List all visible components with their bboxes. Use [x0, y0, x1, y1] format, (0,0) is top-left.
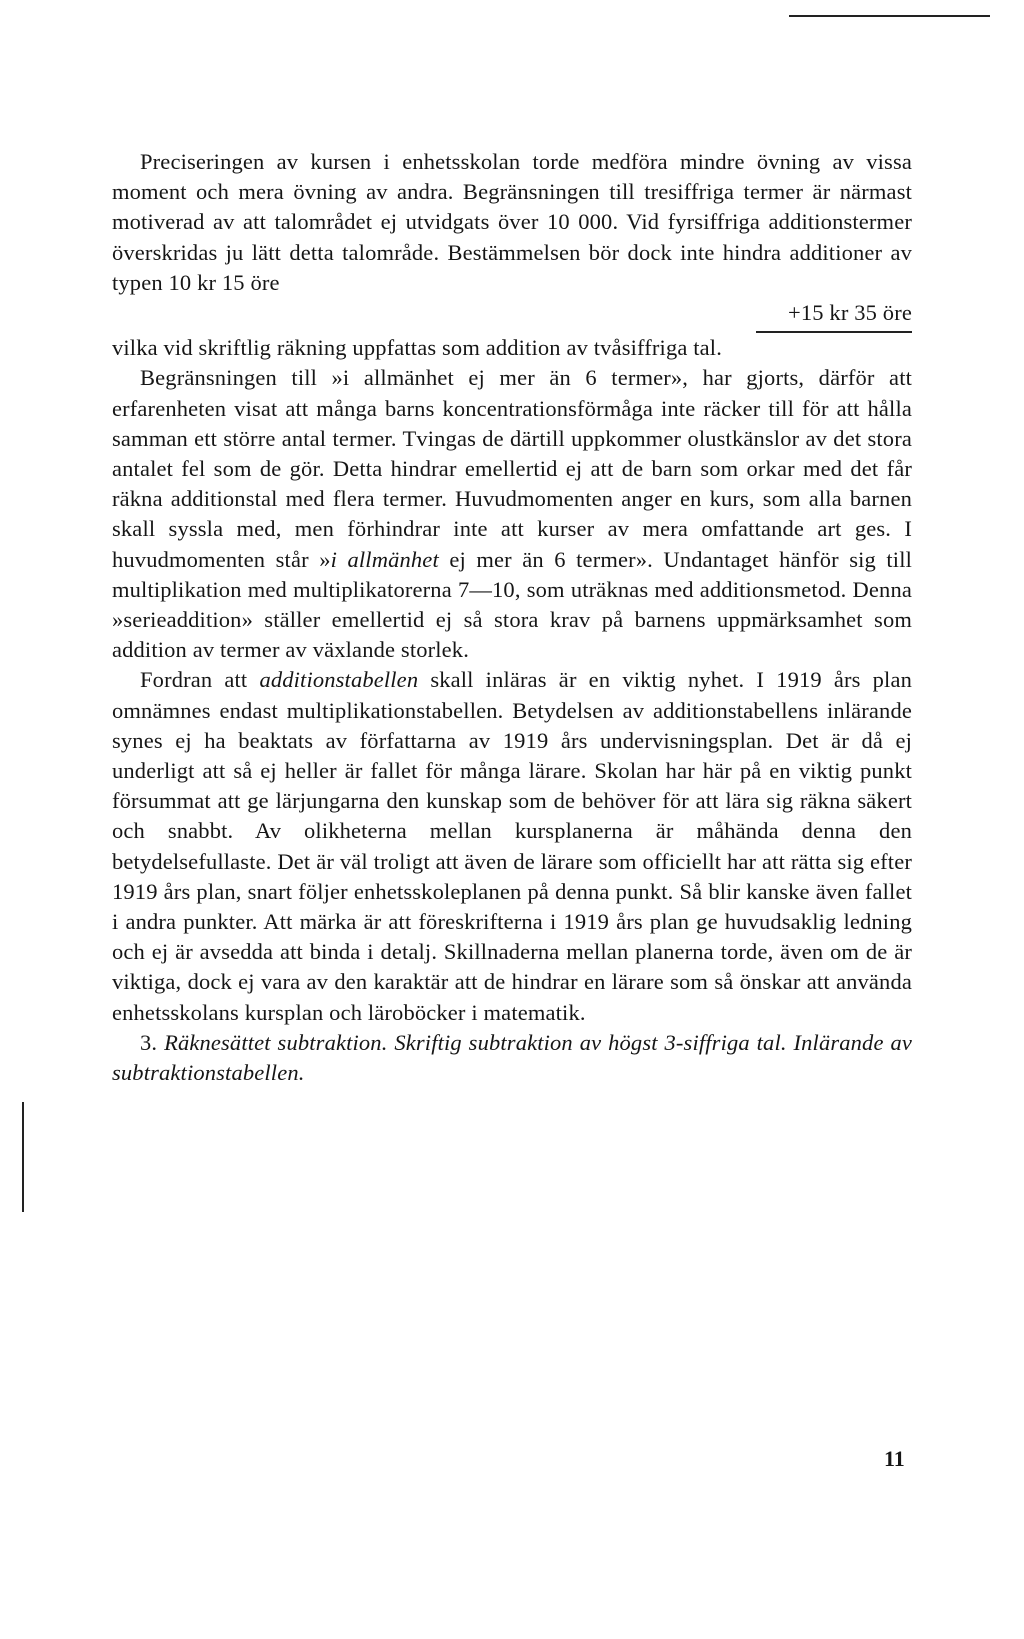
paragraph-2-emphasis: i allmänhet — [330, 546, 439, 572]
paragraph-1-text: Preciseringen av kursen i enhetsskolan torde medföra mindre övning av vissa moment och mera övning av andra. Begränsningen till tresiffriga termer är närmast motiverad av att talområdet ej utvidgats över 10 000. Vid fyrsiffriga additionstermer överskridas ju lätt detta talområde. Bestämmelsen bör dock inte hindra additioner av typen 10 kr 15 öre — [112, 149, 912, 295]
paragraph-1-continued — [112, 333, 912, 363]
addition-example-term: +15 kr 35 öre — [756, 298, 912, 333]
margin-rule — [22, 1102, 24, 1212]
paragraph-3-text-a: Fordran att — [140, 667, 260, 693]
paragraph-3-text-b: skall inläras är en viktig nyhet. I 1919 års plan omnämnes endast multiplikationstabellen. Betydelsen av additionstabellens inlärande synes ej ha beaktats av författarna av 1919 års undervisningsplan. Det är då ej underligt att så ej heller är fallet för många lärare. Skolan har här på en viktig punkt försummat att ge lärjungarna den kunskap som de behöver för att lära sig räkna säkert och snabbt. Av olikheterna mellan kursplanerna är måhända denna den betydelsefullaste. Det är väl troligt att även de lärare som officiellt har att rätta sig efter 1919 års plan, snart följer enhetsskoleplanen på denna punkt. Så blir kanske även fallet i andra punkter. Att märka är att föreskrifterna i 1919 års plan ge huvudsaklig ledning och ej är avsedda att binda i detalj. Skillnaderna mellan planerna torde, även om de är viktiga, dock ej vara av den karaktär att de hindrar en lärare som så önskar att använda enhetsskolans kursplan och läroböcker i matematik. — [112, 667, 912, 1025]
paragraph-2-text-b: ej mer än 6 termer». Undantaget hänför sig till multiplikation med multiplikatorerna 7—10, som uträknas med additionsmetod. Denna »serieaddition» ställer emellertid ej så stora krav på barnens uppmärksamhet som addition av termer av växlande storlek. — [112, 546, 913, 663]
top-rule — [789, 15, 990, 17]
addition-example — [112, 298, 912, 333]
section-heading — [112, 1028, 912, 1088]
section-title: Räknesättet subtraktion. Skriftig subtraktion av högst 3-siffriga tal. Inlärande av subtraktionstabellen. — [112, 1029, 912, 1086]
section-number: 3. — [140, 1029, 165, 1055]
paragraph-3 — [112, 665, 912, 1027]
paragraph-1-continued-text: vilka vid skriftlig räkning uppfattas som addition av tvåsiffriga tal. — [112, 335, 722, 361]
page-number: 11 — [884, 1446, 905, 1471]
paragraph-1 — [112, 147, 912, 298]
paragraph-2-text-a: Begränsningen till »i allmänhet ej mer än 6 termer», har gjorts, därför att erfarenheten visat att många barns koncentrationsförmåga inte räcker till för att hålla samman ett större antal termer. Tvingas de därtill uppkommer olustkänslor av det stora antalet fel som de gör. Detta hindrar emellertid ej att de barn som orkar med det får räkna additionstal med flera termer. Huvudmomenten anger en kurs, som alla barnen skall syssla med, men förhindrar inte att kurser av mera omfattande art ges. I huvudmomenten står » — [112, 365, 912, 572]
paragraph-3-emphasis: additionstabellen — [259, 667, 419, 693]
body-text — [112, 147, 912, 1088]
paragraph-2 — [112, 363, 912, 665]
